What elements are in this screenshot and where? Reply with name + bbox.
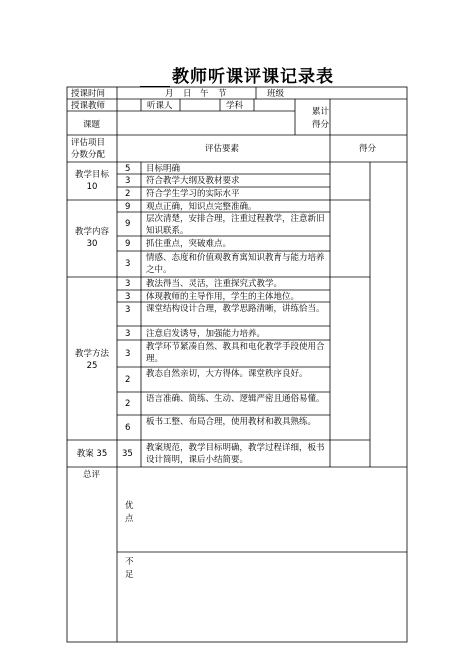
class-label: 班级	[267, 89, 285, 99]
row-score: 9	[125, 219, 131, 229]
total-score-label-1: 累计	[312, 107, 330, 117]
row-score: 3	[125, 305, 131, 315]
summary-label: 总评	[83, 470, 101, 480]
row-score: 2	[125, 189, 131, 199]
row-criteria: 教案规范，教学目标明确，教学过程详细，板书设计简明，课后小结简要。	[146, 443, 325, 465]
row-criteria: 注意启发诱导，加强能力培养。	[146, 329, 266, 339]
item-label-2: 分数分配	[71, 150, 106, 160]
row-score: 3	[125, 349, 131, 359]
row-criteria: 板书工整、布局合理，使用教材和教具熟练。	[146, 417, 317, 427]
faults-label-1: 不	[125, 557, 134, 567]
faults-label-2: 足	[125, 570, 134, 580]
row-score: 9	[125, 202, 131, 212]
time-label: 授课时间	[71, 89, 106, 99]
row-score: 2	[125, 399, 131, 409]
row-criteria: 符合学生学习的实际水平	[146, 189, 240, 199]
row-score: 35	[122, 449, 133, 459]
row-score: 5	[125, 164, 131, 174]
title-text: 教师听课评课记录表	[172, 67, 334, 87]
row-score: 6	[125, 423, 131, 433]
row-criteria: 抓住重点，突破难点。	[146, 239, 232, 249]
row-score: 3	[125, 292, 131, 302]
listener-label: 听课人	[147, 101, 173, 111]
row-criteria: 观点正确，知识点完整准确。	[146, 202, 257, 212]
row-score: 3	[125, 279, 131, 289]
score-label: 得分	[359, 144, 377, 154]
subject-label: 学科	[226, 101, 244, 111]
topic-label: 课题	[83, 120, 101, 130]
row-criteria: 情感、态度和价值观教育寓知识教育与能力培养之中。	[146, 253, 325, 275]
row-score: 3	[125, 329, 131, 339]
section-name: 教学目标	[74, 170, 109, 180]
row-criteria: 体现教师的主导作用，学生的主体地位。	[146, 292, 300, 302]
total-score-label-2: 得分	[312, 120, 330, 130]
section-points: 25	[86, 361, 98, 371]
item-label-1: 评估项目	[71, 138, 106, 148]
section-points: 30	[86, 239, 98, 249]
row-score: 3	[125, 259, 131, 269]
section-name: 教学方法	[74, 349, 109, 359]
row-score: 2	[125, 375, 131, 385]
row-criteria: 目标明确	[146, 164, 181, 174]
row-criteria: 教态自然亲切，大方得体。课堂秩序良好。	[146, 369, 308, 379]
row-criteria: 教学环节紧凑自然、教具和电化教学手段使用合理。	[146, 342, 325, 364]
period-label: 节	[218, 89, 227, 99]
day-label: 日	[183, 89, 192, 99]
section-name: 教学内容	[74, 227, 109, 237]
merits-label-2: 点	[125, 514, 134, 524]
teacher-label: 授课教师	[71, 101, 106, 111]
row-score: 9	[125, 239, 131, 249]
row-score: 3	[125, 176, 131, 186]
criteria-label: 评估要素	[205, 144, 240, 154]
row-criteria: 语言准确、简练、生动、逻辑严密且通俗易懂。	[146, 394, 325, 404]
section-points: 10	[86, 182, 98, 192]
row-criteria: 层次清楚，安排合理，注重过程教学，注意新旧知识联系。	[146, 214, 325, 236]
row-criteria: 课堂结构设计合理，教学思路清晰，讲练恰当。	[146, 304, 325, 314]
section-name: 教案 35	[76, 449, 108, 459]
row-criteria: 符合教学大纲及教材要求	[146, 176, 240, 186]
row-criteria: 教法得当、灵活，注重探究式教学。	[146, 279, 283, 289]
noon-label: 午	[200, 89, 209, 99]
merits-label-1: 优	[125, 501, 134, 511]
month-label: 月	[165, 89, 174, 99]
